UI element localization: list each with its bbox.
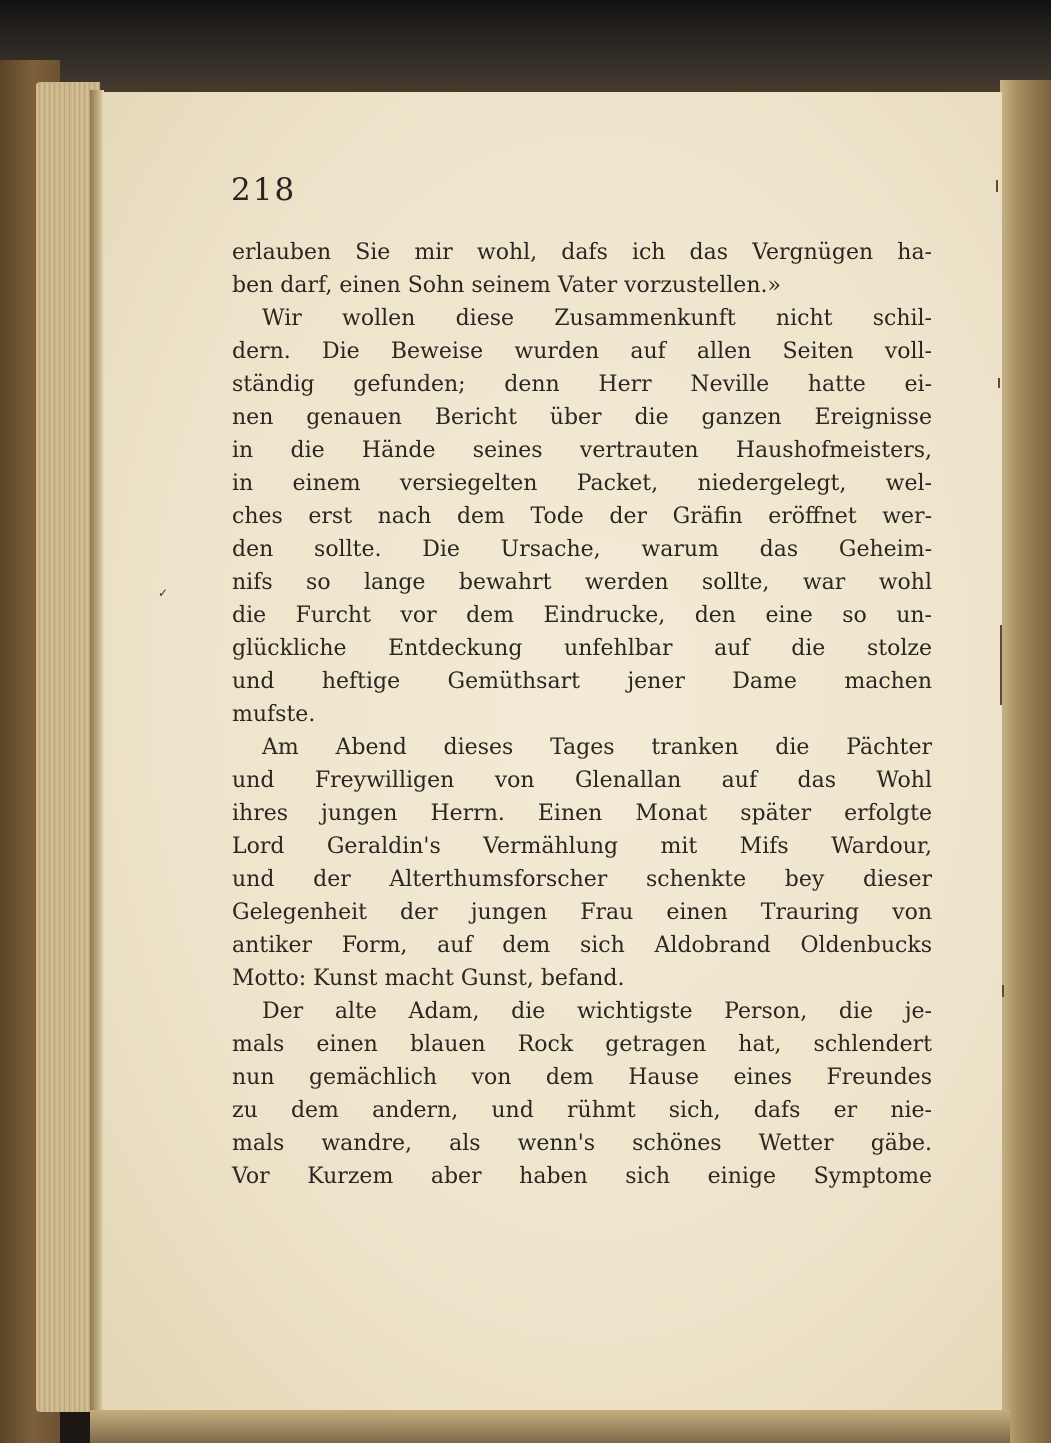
text-line: ben darf, einen Sohn seinem Vater vorzustellen.» [232,273,781,298]
text-line: antiker Form, auf dem sich Aldobrand Oldenbucks [232,933,932,958]
text-line: Vor Kurzem aber haben sich einige Symptome [232,1164,932,1189]
text-line: nen genauen Bericht über die ganzen Ereignisse [232,405,932,430]
text-line: den sollte. Die Ursache, warum das Geheim- [232,537,932,562]
book-bottom-edge [90,1410,1010,1443]
page-gutter [90,90,104,1415]
edge-tick [996,180,998,192]
text-line: glückliche Entdeckung unfehlbar auf die stolze [232,636,932,661]
text-line: mufste. [232,702,316,727]
text-line: und Freywilligen von Glenallan auf das Wohl [232,768,932,793]
text-line: in die Hände seines vertrauten Haushofmeisters, [232,438,932,463]
text-line: nifs so lange bewahrt werden sollte, war wohl [232,570,932,595]
page-number: 218 [231,172,297,208]
edge-tick [998,378,1000,388]
text-line: in einem versiegelten Packet, niedergelegt, wel- [232,471,932,496]
text-line: dern. Die Beweise wurden auf allen Seiten voll- [232,339,932,364]
text-line: ches erst nach dem Tode der Gräfin eröffnet wer- [232,504,932,529]
text-line: Motto: Kunst macht Gunst, befand. [232,966,625,991]
text-line: nun gemächlich von dem Hause eines Freundes [232,1065,932,1090]
text-line: mals einen blauen Rock getragen hat, schlendert [232,1032,932,1057]
book-cover-top [0,0,1051,95]
text-line: Am Abend dieses Tages tranken die Pächter [262,735,932,760]
text-line: und heftige Gemüthsart jener Dame machen [232,669,932,694]
edge-tick [1000,625,1002,705]
text-line: ständig gefunden; denn Herr Neville hatte ei- [232,372,932,397]
text-line: Gelegenheit der jungen Frau einen Trauring von [232,900,932,925]
book-board-right [1000,80,1051,1443]
text-line: zu dem andern, und rühmt sich, dafs er nie- [232,1098,932,1123]
text-line: und der Alterthumsforscher schenkte bey dieser [232,867,932,892]
text-line: Lord Geraldin's Vermählung mit Mifs Wardour, [232,834,932,859]
text-line: erlauben Sie mir wohl, dafs ich das Vergnügen ha- [232,240,932,265]
edge-tick [1002,985,1004,997]
text-line: ihres jungen Herrn. Einen Monat später erfolgte [232,801,932,826]
text-line: Wir wollen diese Zusammenkunft nicht schil- [262,306,932,331]
text-line: Der alte Adam, die wichtigste Person, die je- [262,999,932,1024]
body-text [232,236,932,1193]
text-line: die Furcht vor dem Eindrucke, den eine so un- [232,603,932,628]
text-line: mals wandre, als wenn's schönes Wetter gäbe. [232,1131,932,1156]
margin-mark: ✓ [158,586,169,600]
